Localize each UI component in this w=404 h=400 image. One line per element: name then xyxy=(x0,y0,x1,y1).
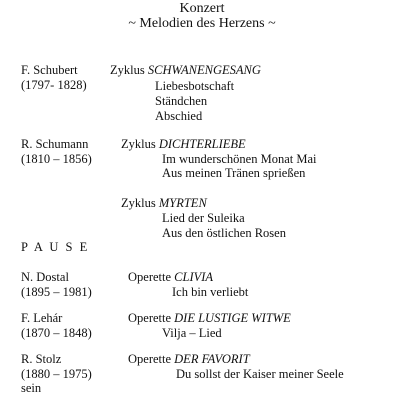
work-label xyxy=(128,270,213,284)
concert-subtitle: ~ Melodien des Herzens ~ xyxy=(128,16,276,31)
work-title: CLIVIA xyxy=(174,270,214,284)
composer-lifespan: (1810 – 1856) xyxy=(21,152,92,166)
piece-title: Lied der Suleika xyxy=(162,211,245,225)
piece-title-continuation: sein xyxy=(21,381,42,395)
work-label xyxy=(128,352,250,366)
composer-lifespan: (1797- 1828) xyxy=(21,78,87,92)
work-prefix: Operette xyxy=(128,352,172,366)
composer-lifespan: (1895 – 1981) xyxy=(21,285,92,299)
cycle-label xyxy=(121,137,246,151)
composer-name: F. Schubert xyxy=(21,63,78,77)
piece-title: Im wunderschönen Monat Mai xyxy=(162,152,317,166)
composer-name: N. Dostal xyxy=(21,270,69,284)
composer-lifespan: (1880 – 1975) xyxy=(21,367,92,381)
composer-name: R. Stolz xyxy=(21,352,62,366)
work-prefix: Operette xyxy=(128,311,172,325)
pause-label: P A U S E xyxy=(21,240,90,254)
work-title: DER FAVORIT xyxy=(174,352,250,366)
cycle-title: SCHWANENGESANG xyxy=(147,63,261,77)
cycle-prefix: Zyklus xyxy=(121,196,156,210)
composer-name: F. Lehár xyxy=(21,311,63,325)
cycle-title: MYRTEN xyxy=(158,196,207,210)
cycle-label xyxy=(121,196,207,210)
piece-title: Du sollst der Kaiser meiner Seele xyxy=(176,367,344,381)
piece-title: Vilja – Lied xyxy=(162,326,222,340)
work-title: DIE LUSTIGE WITWE xyxy=(174,311,291,325)
work-label xyxy=(128,311,291,325)
work-prefix: Operette xyxy=(128,270,172,284)
piece-title: Ich bin verliebt xyxy=(172,285,249,299)
piece-title: Aus den östlichen Rosen xyxy=(162,226,286,240)
piece-title: Liebesbotschaft xyxy=(155,79,235,93)
cycle-title: DICHTERLIEBE xyxy=(158,137,246,151)
piece-title: Abschied xyxy=(155,109,203,123)
composer-lifespan: (1870 – 1848) xyxy=(21,326,92,340)
composer-name: R. Schumann xyxy=(21,137,89,151)
piece-title: Ständchen xyxy=(155,94,208,108)
piece-title: Aus meinen Tränen sprießen xyxy=(162,166,306,180)
cycle-prefix: Zyklus xyxy=(110,63,145,77)
cycle-label xyxy=(110,63,261,77)
cycle-prefix: Zyklus xyxy=(121,137,156,151)
concert-title: Konzert xyxy=(179,1,225,16)
